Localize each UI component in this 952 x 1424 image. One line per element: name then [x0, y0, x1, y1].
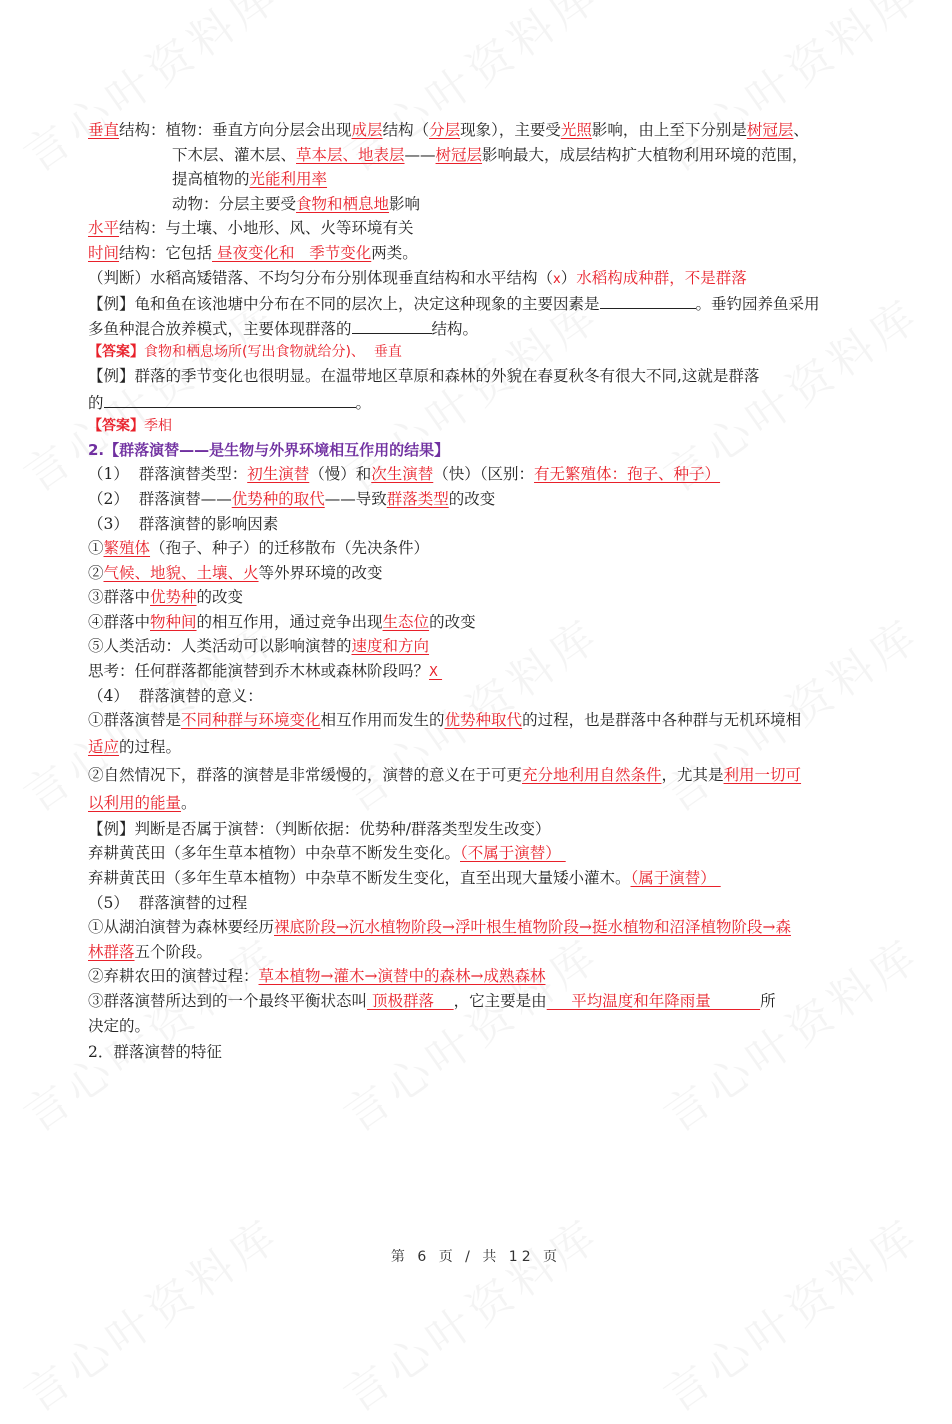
- text: ②弃耕农田的演替过程：: [88, 967, 259, 986]
- text: ）: [560, 268, 577, 287]
- judgement-mark: x: [553, 271, 561, 287]
- keyword: 树冠层: [435, 145, 483, 164]
- think-question: [88, 659, 868, 684]
- example-1-line-1: [88, 290, 868, 315]
- keyword: 气候、地貌、土壤、火: [103, 563, 259, 582]
- example-2-line-1: [88, 364, 868, 389]
- text: 、: [793, 121, 809, 139]
- text: ——导致: [324, 489, 387, 508]
- text: 的改变: [448, 489, 496, 508]
- keyword: （不属于演替）: [460, 844, 566, 863]
- text: 弃耕黄芪田（多年生草本植物）中杂草不断发生变化。: [88, 844, 461, 863]
- text: 结构：与土壤、小地形、风、火等环境有关: [119, 219, 414, 238]
- text: （1） 群落演替类型：: [88, 465, 248, 484]
- example-2-line-2: [88, 389, 868, 414]
- text: 两类。: [371, 243, 418, 262]
- text: 弃耕黄芪田（多年生草本植物）中杂草不断发生变化，直至出现大量矮小灌木。: [88, 869, 631, 888]
- text: 的相互作用，通过竞争出现: [196, 612, 383, 631]
- keyword: 昼夜变化和: [212, 243, 295, 262]
- text: （慢）和: [309, 465, 372, 484]
- item-2: [88, 487, 868, 512]
- keyword: 裸底阶段→沉水植物阶段→浮叶根生植物阶段→挺水植物和沼泽植物阶段→森: [274, 918, 791, 937]
- text: （3） 群落演替的影响因素: [88, 514, 279, 533]
- keyword: 群落类型: [386, 489, 449, 508]
- text: 结构：: [119, 121, 166, 139]
- watermark: [649, 1200, 931, 1424]
- horizontal-structure-line: [88, 216, 868, 241]
- judgement-line: [88, 266, 868, 291]
- keyword: 季节变化: [294, 243, 372, 262]
- subheading: [88, 1038, 868, 1066]
- text: 影响: [389, 194, 421, 213]
- keyword: 生态位: [382, 612, 430, 631]
- keyword: 利用一切可: [723, 765, 802, 784]
- keyword: 物种间: [150, 612, 197, 631]
- example-3-line-3: [88, 866, 868, 891]
- text: 植物：垂直方向分层会出现: [165, 121, 352, 139]
- keyword: 平均温度和年降雨量: [546, 992, 761, 1010]
- keyword: 速度和方向: [351, 637, 430, 656]
- factor-1: [88, 536, 868, 561]
- text: 的改变: [429, 612, 476, 631]
- text: 下木层、灌木层、: [172, 145, 297, 164]
- meaning-2-line-2: [88, 789, 868, 817]
- text: （孢子、种子）的迁移散布（先决条件）: [150, 539, 430, 558]
- document-page: [88, 118, 868, 1066]
- text: 【例】群落的季节变化也很明显。在温带地区草原和森林的外貌在春夏秋冬有很大不同,这就是群落: [88, 366, 760, 385]
- keyword: 初生演替: [247, 465, 310, 484]
- keyword: 树冠层: [746, 121, 794, 139]
- judgement-note: 水稻构成种群，不是群落: [576, 268, 747, 287]
- text: 【例】判断是否属于演替：（判断依据：优势种/群落类型发生改变）: [88, 819, 551, 838]
- text: 等外界环境的改变: [258, 563, 383, 582]
- text: （判断）水稻高矮错落、不均匀分布分别体现垂直结构和水平结构（: [88, 268, 554, 287]
- text: ②: [88, 563, 104, 582]
- text: 的过程。: [119, 737, 182, 756]
- keyword: 不同种群与环境变化: [181, 711, 321, 730]
- text: 。垂钓园养鱼采用: [695, 295, 820, 314]
- text: 动物：分层主要受: [172, 194, 297, 213]
- process-3-line-2: [88, 1014, 868, 1039]
- text: ③群落演替所达到的一个最终平衡状态叫: [88, 992, 368, 1010]
- answer-label: 【答案】: [88, 418, 144, 435]
- keyword: 优势种: [150, 588, 197, 607]
- answer-blank[interactable]: [352, 315, 432, 334]
- answer-mark: X: [429, 665, 443, 681]
- example-1-answer: [88, 339, 868, 364]
- keyword: 次生演替: [371, 465, 434, 484]
- keyword: 食物和栖息地: [296, 194, 390, 213]
- example-3-line-1: [88, 817, 868, 842]
- text: （快）（区别：: [433, 465, 535, 484]
- keyword: 时间: [88, 243, 120, 262]
- keyword: 以利用的能量: [88, 793, 182, 812]
- text: 结构（: [382, 121, 430, 139]
- text: 【例】龟和鱼在该池塘中分布在不同的层次上，决定这种现象的主要因素是: [88, 295, 600, 314]
- keyword: （属于演替）: [630, 869, 721, 888]
- text: 思考：任何群落都能演替到乔木林或森林阶段吗？: [88, 662, 430, 681]
- subheading-text: 2．群落演替的特征: [88, 1043, 222, 1062]
- process-2: [88, 964, 868, 989]
- text: 现象），主要受: [460, 121, 561, 139]
- text: ③群落中: [88, 588, 151, 607]
- factor-3: [88, 585, 868, 610]
- text: ①群落演替是: [88, 711, 182, 730]
- process-1-line-2: [88, 940, 868, 965]
- answer-blank[interactable]: [104, 389, 356, 408]
- text: 多鱼种混合放养模式，主要体现群落的: [88, 319, 352, 338]
- answer-text: 食物和栖息场所(写出食物就给分)、 垂直: [144, 344, 402, 361]
- text: ①: [88, 539, 104, 558]
- keyword: 顶极群落: [367, 992, 454, 1010]
- text: 的过程，也是群落中各种群与无机环境相: [522, 711, 802, 730]
- item-3: [88, 512, 868, 537]
- page-footer: [0, 1246, 952, 1266]
- factor-2: [88, 561, 868, 586]
- keyword: 草本植物→灌木→演替中的森林→成熟森林: [258, 967, 546, 986]
- text: 相互作用而发生的: [320, 711, 445, 730]
- text: ，它主要是由: [453, 992, 547, 1010]
- text: 影响，由上至下分别是: [591, 121, 747, 139]
- keyword: 优势种的取代: [231, 489, 325, 508]
- text: （5） 群落演替的过程: [88, 893, 248, 912]
- text: ①从湖泊演替为森林要经历: [88, 918, 275, 937]
- text: 结构：它包括: [119, 243, 213, 262]
- keyword: 光照: [560, 121, 592, 139]
- keyword: 优势种取代: [444, 711, 523, 730]
- keyword: 光能利用率: [249, 170, 328, 189]
- text: 提高植物的: [172, 170, 250, 189]
- watermark: [9, 1200, 291, 1424]
- keyword: 充分地利用自然条件: [522, 765, 662, 784]
- keyword: 成层: [351, 121, 383, 139]
- text: 结构。: [431, 319, 479, 338]
- text: （2） 群落演替——: [88, 489, 232, 508]
- keyword: 分层: [429, 121, 461, 139]
- keyword: 水平: [88, 219, 120, 238]
- keyword: 草本层、地表层: [296, 145, 405, 164]
- meaning-1-line-2: [88, 733, 868, 761]
- vertical-structure-line-2: [88, 143, 868, 168]
- vertical-structure-line-1: [88, 118, 868, 143]
- process-3-line-1: [88, 989, 868, 1014]
- section-heading: [88, 438, 868, 463]
- item-4: [88, 684, 868, 709]
- vertical-structure-line-4: [88, 192, 868, 217]
- example-3-line-2: [88, 841, 868, 866]
- text: 影响最大，成层结构扩大植物利用环境的范围，: [482, 145, 808, 164]
- process-1-line-1: [88, 915, 868, 940]
- text: 决定的。: [88, 1016, 151, 1035]
- page-number: 第 6 页 / 共 12 页: [390, 1249, 562, 1265]
- section-heading-text: 2.【群落演替——是生物与外界环境相互作用的结果】: [88, 440, 450, 459]
- temporal-structure-line: [88, 241, 868, 266]
- example-1-line-2: [88, 315, 868, 340]
- text: 所: [760, 992, 776, 1010]
- text: ②自然情况下，群落的演替是非常缓慢的，演替的意义在于可更: [88, 765, 523, 784]
- factor-4: [88, 610, 868, 635]
- text: ——: [404, 145, 436, 164]
- keyword: 繁殖体: [103, 539, 151, 558]
- answer-label: 【答案】: [88, 344, 144, 361]
- text: ⑤人类活动：人类活动可以影响演替的: [88, 637, 352, 656]
- item-5: [88, 891, 868, 916]
- watermark: [329, 1200, 611, 1424]
- text: 。: [181, 793, 197, 812]
- keyword: 适应: [88, 737, 120, 756]
- keyword: 垂直: [88, 121, 120, 139]
- keyword: 有无繁殖体：孢子、种子）: [534, 465, 721, 484]
- text: ，尤其是: [661, 765, 724, 784]
- meaning-2-line-1: [88, 761, 868, 789]
- text: 的: [88, 393, 104, 412]
- text: ④群落中: [88, 612, 151, 631]
- item-1: [88, 462, 868, 487]
- text: 的改变: [196, 588, 244, 607]
- example-2-answer: [88, 413, 868, 438]
- text: 五个阶段。: [134, 942, 213, 961]
- factor-5: [88, 634, 868, 659]
- answer-blank[interactable]: [600, 290, 696, 309]
- text: （4） 群落演替的意义：: [88, 686, 263, 705]
- text: 。: [355, 393, 372, 412]
- meaning-1-line-1: [88, 708, 868, 733]
- keyword: 林群落: [88, 942, 135, 961]
- answer-text: 季相: [144, 418, 172, 435]
- vertical-structure-line-3: [88, 167, 868, 192]
